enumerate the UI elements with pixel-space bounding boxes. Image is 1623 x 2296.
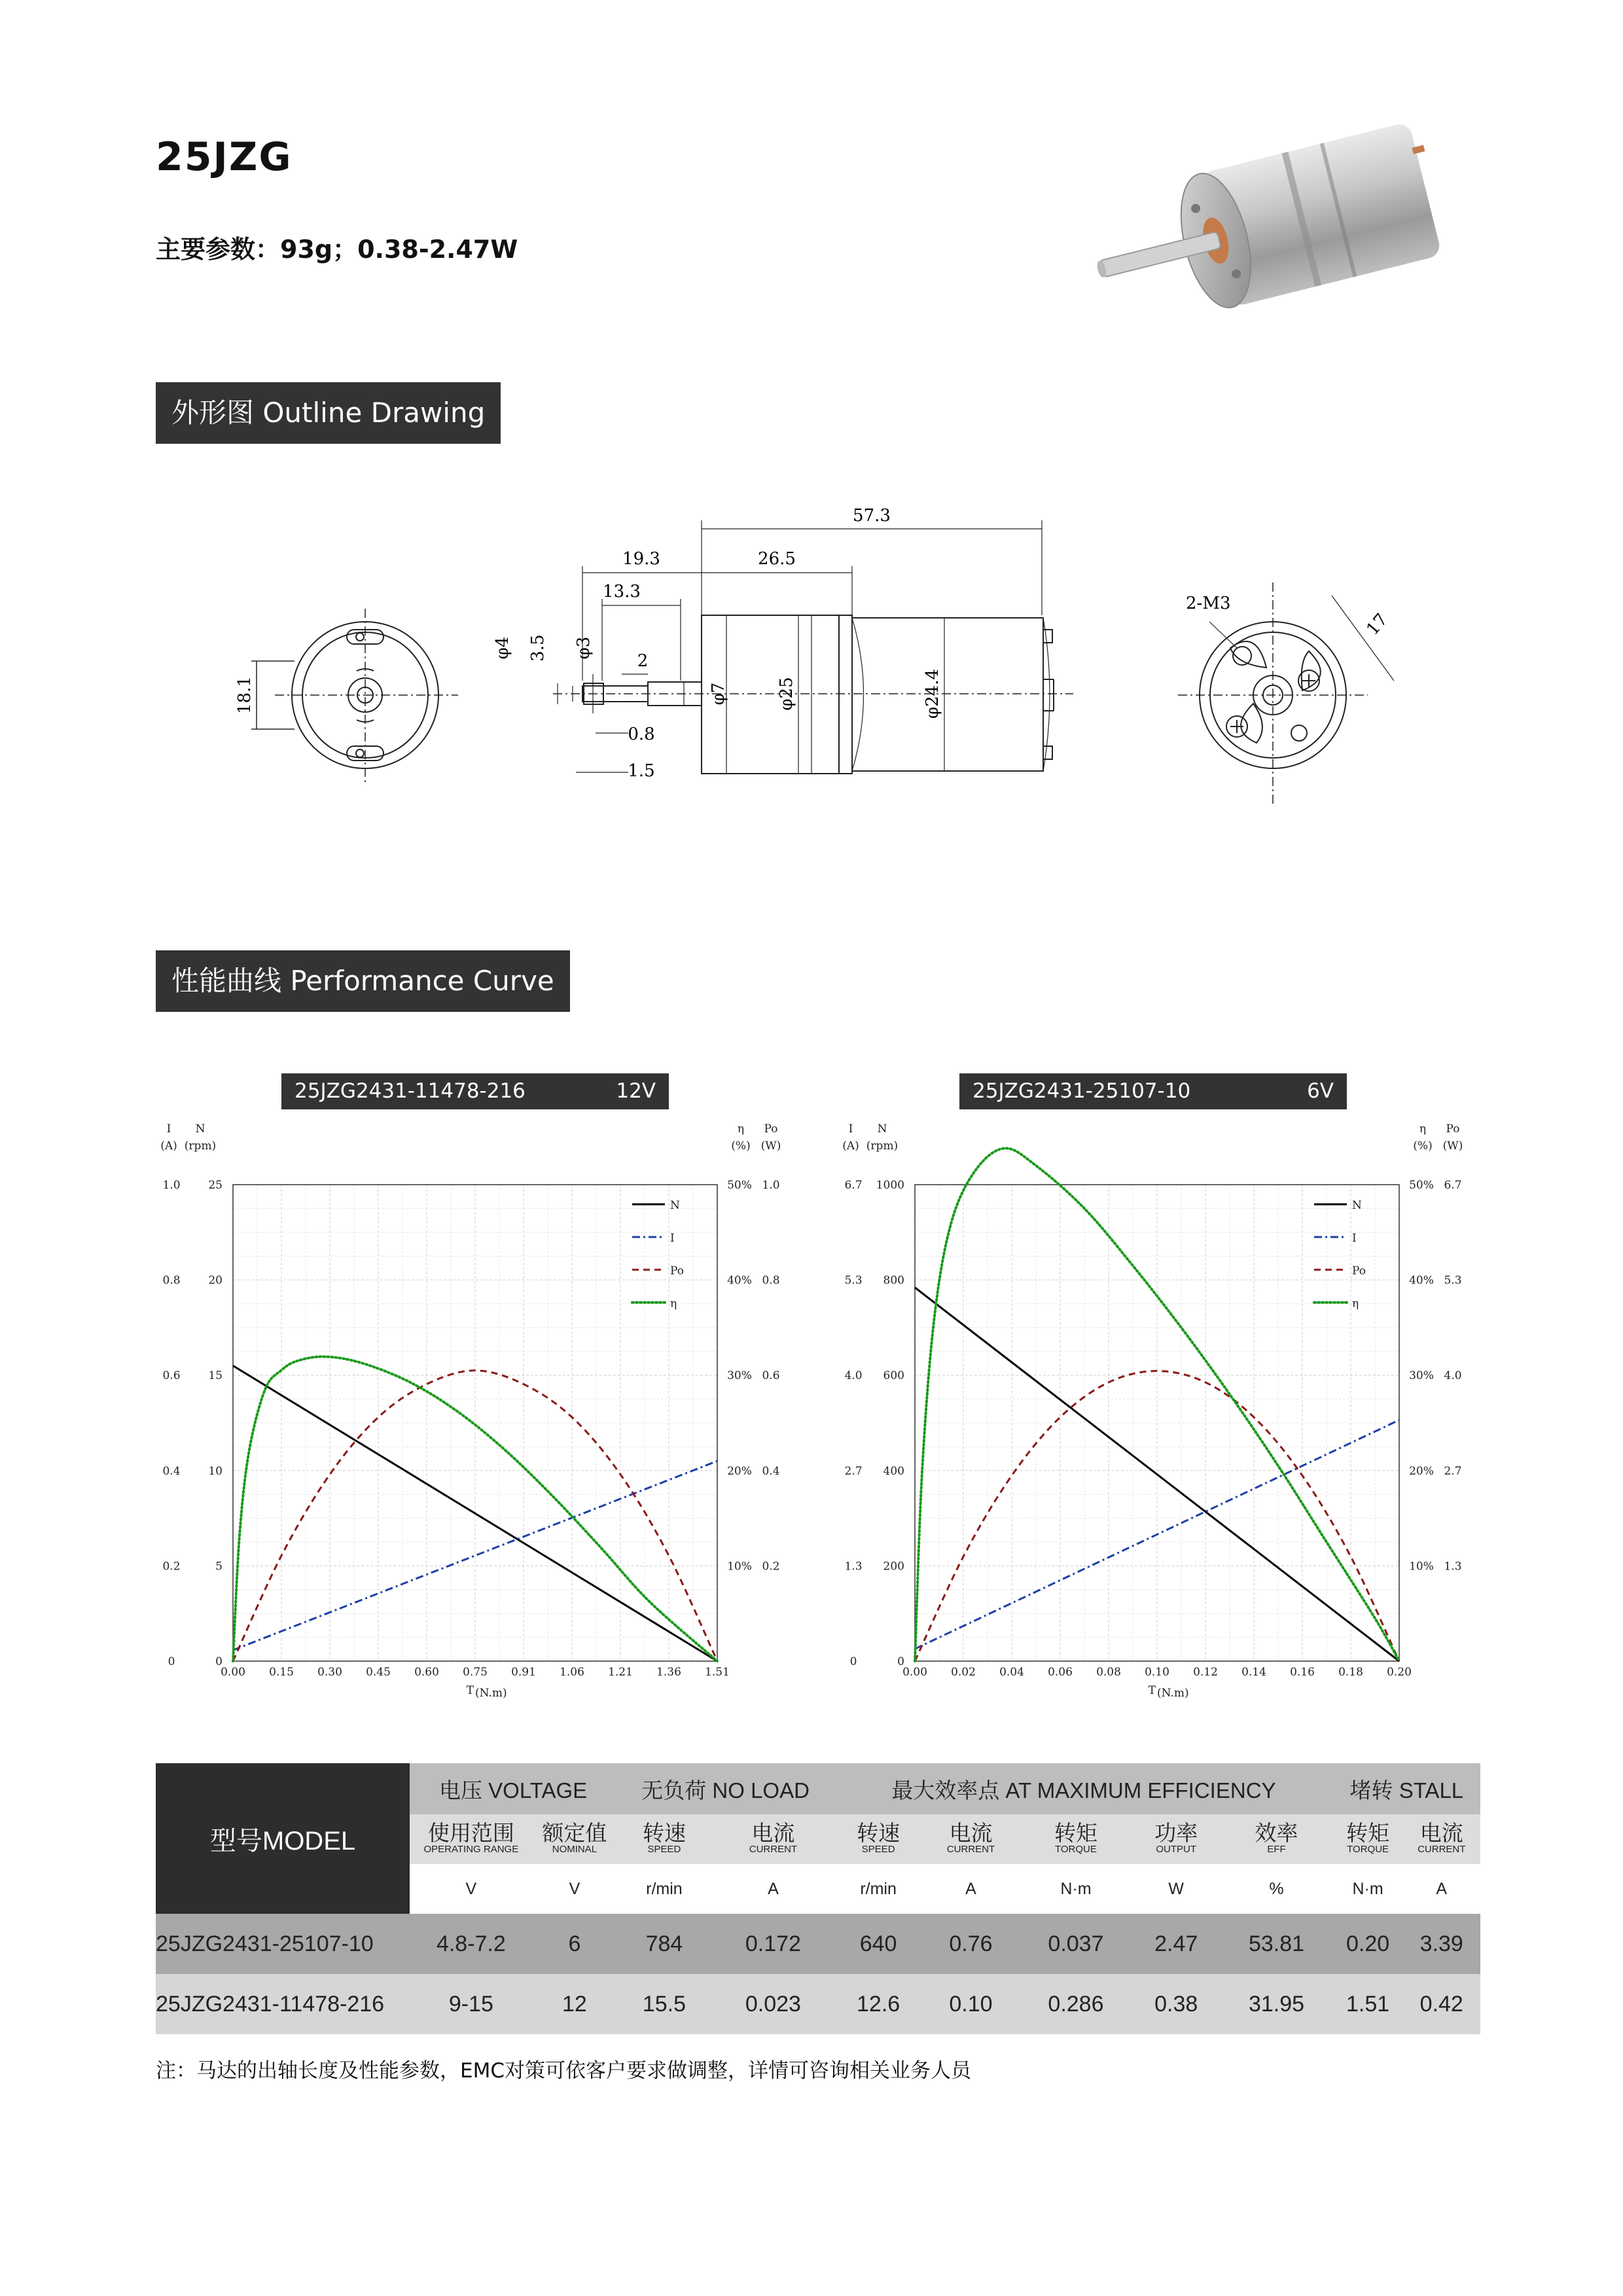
section-performance-curve: 性能曲线 Performance Curve xyxy=(156,950,570,1012)
tick-eta: 40% xyxy=(1409,1274,1434,1287)
tick-x: 0.30 xyxy=(317,1666,342,1679)
tick-eta: 50% xyxy=(1409,1179,1434,1192)
spec-table xyxy=(156,1763,1480,2034)
dim-26-5: 26.5 xyxy=(758,549,796,569)
tick-x: 0.14 xyxy=(1241,1666,1266,1679)
tick-n: 5 xyxy=(215,1560,223,1573)
column-unit: r/min xyxy=(834,1864,922,1914)
legend-label: I xyxy=(1352,1232,1357,1245)
table-cell: 640 xyxy=(834,1914,922,1974)
grid xyxy=(233,1185,717,1661)
group-voltage: 电压 VOLTAGE xyxy=(410,1763,616,1814)
tick-po: 5.3 xyxy=(1444,1274,1462,1287)
tick-i: 5.3 xyxy=(844,1274,863,1287)
column-unit: A xyxy=(712,1864,834,1914)
tick-x: 0.04 xyxy=(999,1666,1024,1679)
table-cell: 2.47 xyxy=(1132,1914,1220,1974)
chart2-model: 25JZG2431-25107-10 xyxy=(972,1079,1191,1103)
axis-head-n: N xyxy=(877,1122,887,1136)
column-title: 功率 xyxy=(1154,1821,1198,1845)
table-cell: 784 xyxy=(616,1914,712,1974)
column-header xyxy=(834,1814,922,1864)
tick-n: 0 xyxy=(215,1655,223,1668)
tick-x: 0.08 xyxy=(1096,1666,1121,1679)
tick-po: 4.0 xyxy=(1444,1369,1462,1383)
table-cell: 12 xyxy=(533,1974,616,2034)
column-unit: N·m xyxy=(1020,1864,1132,1914)
table-cell: 0.172 xyxy=(712,1914,834,1974)
dim-19-3: 19.3 xyxy=(622,549,660,569)
column-subtitle: CURRENT xyxy=(946,1844,995,1855)
column-header xyxy=(1132,1814,1220,1864)
rear-end-view xyxy=(251,609,458,782)
dim-phi4: φ4 xyxy=(493,636,512,660)
column-unit: N·m xyxy=(1333,1864,1403,1914)
column-unit: A xyxy=(922,1864,1020,1914)
table-cell: 0.286 xyxy=(1020,1974,1132,2034)
tick-x: 1.36 xyxy=(656,1666,681,1679)
tick-po: 0.8 xyxy=(762,1274,780,1287)
tick-po: 2.7 xyxy=(1444,1464,1462,1478)
table-cell: 0.42 xyxy=(1403,1974,1480,2034)
tick-x: 0.45 xyxy=(366,1666,391,1679)
tick-n: 25 xyxy=(208,1179,223,1192)
dim-phi3: φ3 xyxy=(574,636,594,660)
tick-po: 0.4 xyxy=(762,1464,780,1478)
tick-i: 0.6 xyxy=(162,1369,181,1383)
tick-x: 0.75 xyxy=(463,1666,488,1679)
tick-n: 20 xyxy=(208,1274,223,1287)
tick-i: 0 xyxy=(168,1655,175,1668)
x-axis-label: T xyxy=(466,1684,474,1697)
tick-eta: 10% xyxy=(1409,1560,1434,1573)
tick-n: 600 xyxy=(883,1369,904,1383)
row-model: 25JZG2431-11478-216 xyxy=(156,1974,410,2034)
legend-label: η xyxy=(670,1297,677,1310)
tick-po: 1.3 xyxy=(1444,1560,1462,1573)
legend-label: Po xyxy=(670,1265,684,1278)
dim-1-5: 1.5 xyxy=(628,761,655,781)
x-axis-label: T xyxy=(1148,1684,1156,1697)
chart2-voltage: 6V xyxy=(1307,1079,1334,1103)
model-header: 型号MODEL xyxy=(156,1763,410,1914)
tick-n: 400 xyxy=(883,1464,904,1478)
axis-head-n-unit: (rpm) xyxy=(866,1139,899,1153)
axis-head-i: I xyxy=(848,1122,853,1136)
legend-label: N xyxy=(670,1199,680,1212)
column-title: 电流 xyxy=(1419,1821,1463,1845)
axis-head-eta: η xyxy=(1419,1122,1427,1136)
tick-n: 1000 xyxy=(876,1179,904,1192)
row-model: 25JZG2431-25107-10 xyxy=(156,1914,410,1974)
column-title: 效率 xyxy=(1255,1821,1298,1845)
table-cell: 15.5 xyxy=(616,1974,712,2034)
tick-n: 800 xyxy=(883,1274,904,1287)
axis-head-po: Po xyxy=(764,1122,778,1136)
tick-x: 0.91 xyxy=(511,1666,536,1679)
table-group-header xyxy=(156,1763,1480,1814)
axis-head-po-unit: (W) xyxy=(1442,1139,1463,1153)
column-unit: W xyxy=(1132,1864,1220,1914)
axis-head-eta-unit: (%) xyxy=(731,1139,751,1153)
column-subtitle: TORQUE xyxy=(1347,1844,1389,1855)
legend-label: N xyxy=(1352,1199,1362,1212)
column-subtitle: CURRENT xyxy=(1418,1844,1466,1855)
dim-phi24-4: φ24.4 xyxy=(923,668,942,719)
tick-eta: 30% xyxy=(727,1369,752,1383)
group-stall: 堵转 STALL xyxy=(1333,1763,1480,1814)
column-subtitle: CURRENT xyxy=(749,1844,798,1855)
tick-x: 0.00 xyxy=(902,1666,927,1679)
axis-head-eta-unit: (%) xyxy=(1413,1139,1433,1153)
tick-x: 0.16 xyxy=(1290,1666,1315,1679)
legend-label: Po xyxy=(1352,1265,1366,1278)
column-subtitle: OUTPUT xyxy=(1156,1844,1197,1855)
tick-i: 0.2 xyxy=(162,1560,181,1573)
dim-18-1: 18.1 xyxy=(235,676,255,714)
column-subtitle: EFF xyxy=(1267,1844,1286,1855)
table-cell: 0.20 xyxy=(1333,1914,1403,1974)
tick-i: 0 xyxy=(849,1655,857,1668)
axis-head-eta: η xyxy=(737,1122,745,1136)
axis-head-i-unit: (A) xyxy=(160,1139,177,1153)
table-cell: 3.39 xyxy=(1403,1914,1480,1974)
tick-n: 0 xyxy=(897,1655,904,1668)
table-cell: 4.8-7.2 xyxy=(410,1914,533,1974)
dim-phi7: φ7 xyxy=(709,682,728,706)
legend-label: η xyxy=(1352,1297,1359,1310)
motor-product-image xyxy=(1001,118,1472,367)
tick-x: 0.06 xyxy=(1048,1666,1073,1679)
axis-head-po-unit: (W) xyxy=(760,1139,781,1153)
table-cell: 0.10 xyxy=(922,1974,1020,2034)
tick-eta: 30% xyxy=(1409,1369,1434,1383)
table-cell: 1.51 xyxy=(1333,1974,1403,2034)
grid xyxy=(915,1185,1399,1661)
tick-x: 1.51 xyxy=(705,1666,730,1679)
column-header xyxy=(1333,1814,1403,1864)
table-cell: 0.76 xyxy=(922,1914,1020,1974)
column-subtitle: TORQUE xyxy=(1055,1844,1097,1855)
dim-phi25: φ25 xyxy=(777,677,796,711)
column-header xyxy=(1403,1814,1480,1864)
table-cell: 53.81 xyxy=(1220,1914,1332,1974)
axis-head-n: N xyxy=(195,1122,205,1136)
tick-x: 0.15 xyxy=(269,1666,294,1679)
x-axis-unit: (N.m) xyxy=(1157,1687,1189,1700)
axis-head-i: I xyxy=(166,1122,171,1136)
table-cell: 0.38 xyxy=(1132,1974,1220,2034)
column-unit: r/min xyxy=(616,1864,712,1914)
column-header xyxy=(712,1814,834,1864)
tick-eta: 50% xyxy=(727,1179,752,1192)
table-cell: 6 xyxy=(533,1914,616,1974)
outline-drawing xyxy=(196,484,1440,838)
column-header xyxy=(533,1814,616,1864)
table-cell: 0.023 xyxy=(712,1974,834,2034)
tick-po: 6.7 xyxy=(1444,1179,1462,1192)
column-title: 转速 xyxy=(642,1821,686,1845)
x-axis-unit: (N.m) xyxy=(475,1687,507,1700)
tick-po: 0.6 xyxy=(762,1369,780,1383)
column-subtitle: SPEED xyxy=(861,1844,895,1855)
column-unit: V xyxy=(533,1864,616,1914)
tick-n: 200 xyxy=(883,1560,904,1573)
dim-57-3: 57.3 xyxy=(853,506,891,526)
chart2-header xyxy=(959,1073,1347,1109)
dim-0-8: 0.8 xyxy=(628,725,655,744)
column-unit: % xyxy=(1220,1864,1332,1914)
footnote: 注：马达的出轴长度及性能参数，EMC对策可依客户要求做调整，详情可咨询相关业务人员 xyxy=(156,2059,971,2083)
axis-head-n-unit: (rpm) xyxy=(184,1139,217,1153)
tick-i: 1.3 xyxy=(844,1560,863,1573)
tick-x: 0.60 xyxy=(414,1666,439,1679)
group-no-load: 无负荷 NO LOAD xyxy=(616,1763,834,1814)
column-title: 电流 xyxy=(949,1821,993,1845)
chart1-header xyxy=(281,1073,669,1109)
tick-i: 0.8 xyxy=(162,1274,181,1287)
column-subtitle: SPEED xyxy=(647,1844,681,1855)
column-header xyxy=(616,1814,712,1864)
tick-x: 0.18 xyxy=(1338,1666,1363,1679)
tick-n: 10 xyxy=(208,1464,223,1478)
dim-2: 2 xyxy=(637,651,649,671)
dim-17: 17 xyxy=(1363,609,1392,639)
chart1-model: 25JZG2431-11478-216 xyxy=(294,1079,526,1103)
column-title: 电流 xyxy=(751,1821,795,1845)
tick-i: 6.7 xyxy=(844,1179,863,1192)
column-subtitle: OPERATING RANGE xyxy=(423,1844,519,1855)
column-unit: V xyxy=(410,1864,533,1914)
tick-eta: 10% xyxy=(727,1560,752,1573)
column-header xyxy=(922,1814,1020,1864)
tick-x: 1.21 xyxy=(608,1666,633,1679)
table-cell: 0.037 xyxy=(1020,1914,1132,1974)
dim-2-m3: 2-M3 xyxy=(1186,594,1231,613)
tick-i: 0.4 xyxy=(162,1464,181,1478)
page-title: 25JZG xyxy=(156,134,293,180)
column-title: 转矩 xyxy=(1346,1821,1390,1845)
chart-12v xyxy=(149,1113,804,1700)
gearbox-face-view xyxy=(1178,583,1394,805)
tick-x: 1.06 xyxy=(560,1666,584,1679)
main-params: 主要参数：93g；0.38-2.47W xyxy=(156,235,518,264)
chart1-voltage: 12V xyxy=(616,1079,656,1103)
column-title: 转速 xyxy=(857,1821,901,1845)
column-header xyxy=(410,1814,533,1864)
tick-i: 2.7 xyxy=(844,1464,863,1478)
axis-head-i-unit: (A) xyxy=(842,1139,859,1153)
tick-po: 0.2 xyxy=(762,1560,780,1573)
column-title: 转矩 xyxy=(1054,1821,1097,1845)
tick-x: 0.10 xyxy=(1145,1666,1169,1679)
dim-13-3: 13.3 xyxy=(603,582,641,601)
tick-eta: 20% xyxy=(1409,1464,1434,1478)
tick-po: 1.0 xyxy=(762,1179,780,1192)
tick-x: 0.12 xyxy=(1193,1666,1218,1679)
tick-eta: 40% xyxy=(727,1274,752,1287)
legend-label: I xyxy=(670,1232,675,1245)
tick-i: 1.0 xyxy=(162,1179,181,1192)
tick-n: 15 xyxy=(208,1369,223,1383)
dim-3-5: 3.5 xyxy=(528,634,548,662)
group-max-efficiency: 最大效率点 AT MAXIMUM EFFICIENCY xyxy=(834,1763,1333,1814)
table-row xyxy=(156,1914,1480,1974)
column-subtitle: NOMINAL xyxy=(552,1844,597,1855)
table-cell: 9-15 xyxy=(410,1974,533,2034)
column-header xyxy=(1020,1814,1132,1864)
table-cell: 31.95 xyxy=(1220,1974,1332,2034)
section-outline-drawing: 外形图 Outline Drawing xyxy=(156,382,501,444)
tick-x: 0.20 xyxy=(1387,1666,1412,1679)
table-row xyxy=(156,1974,1480,2034)
chart-6v xyxy=(831,1113,1486,1700)
column-unit: A xyxy=(1403,1864,1480,1914)
tick-i: 4.0 xyxy=(844,1369,863,1383)
tick-x: 0.00 xyxy=(221,1666,245,1679)
table-cell: 12.6 xyxy=(834,1974,922,2034)
tick-eta: 20% xyxy=(727,1464,752,1478)
column-header xyxy=(1220,1814,1332,1864)
axis-head-po: Po xyxy=(1446,1122,1460,1136)
tick-x: 0.02 xyxy=(951,1666,976,1679)
column-title: 使用范围 xyxy=(427,1821,514,1845)
column-title: 额定值 xyxy=(542,1821,607,1845)
